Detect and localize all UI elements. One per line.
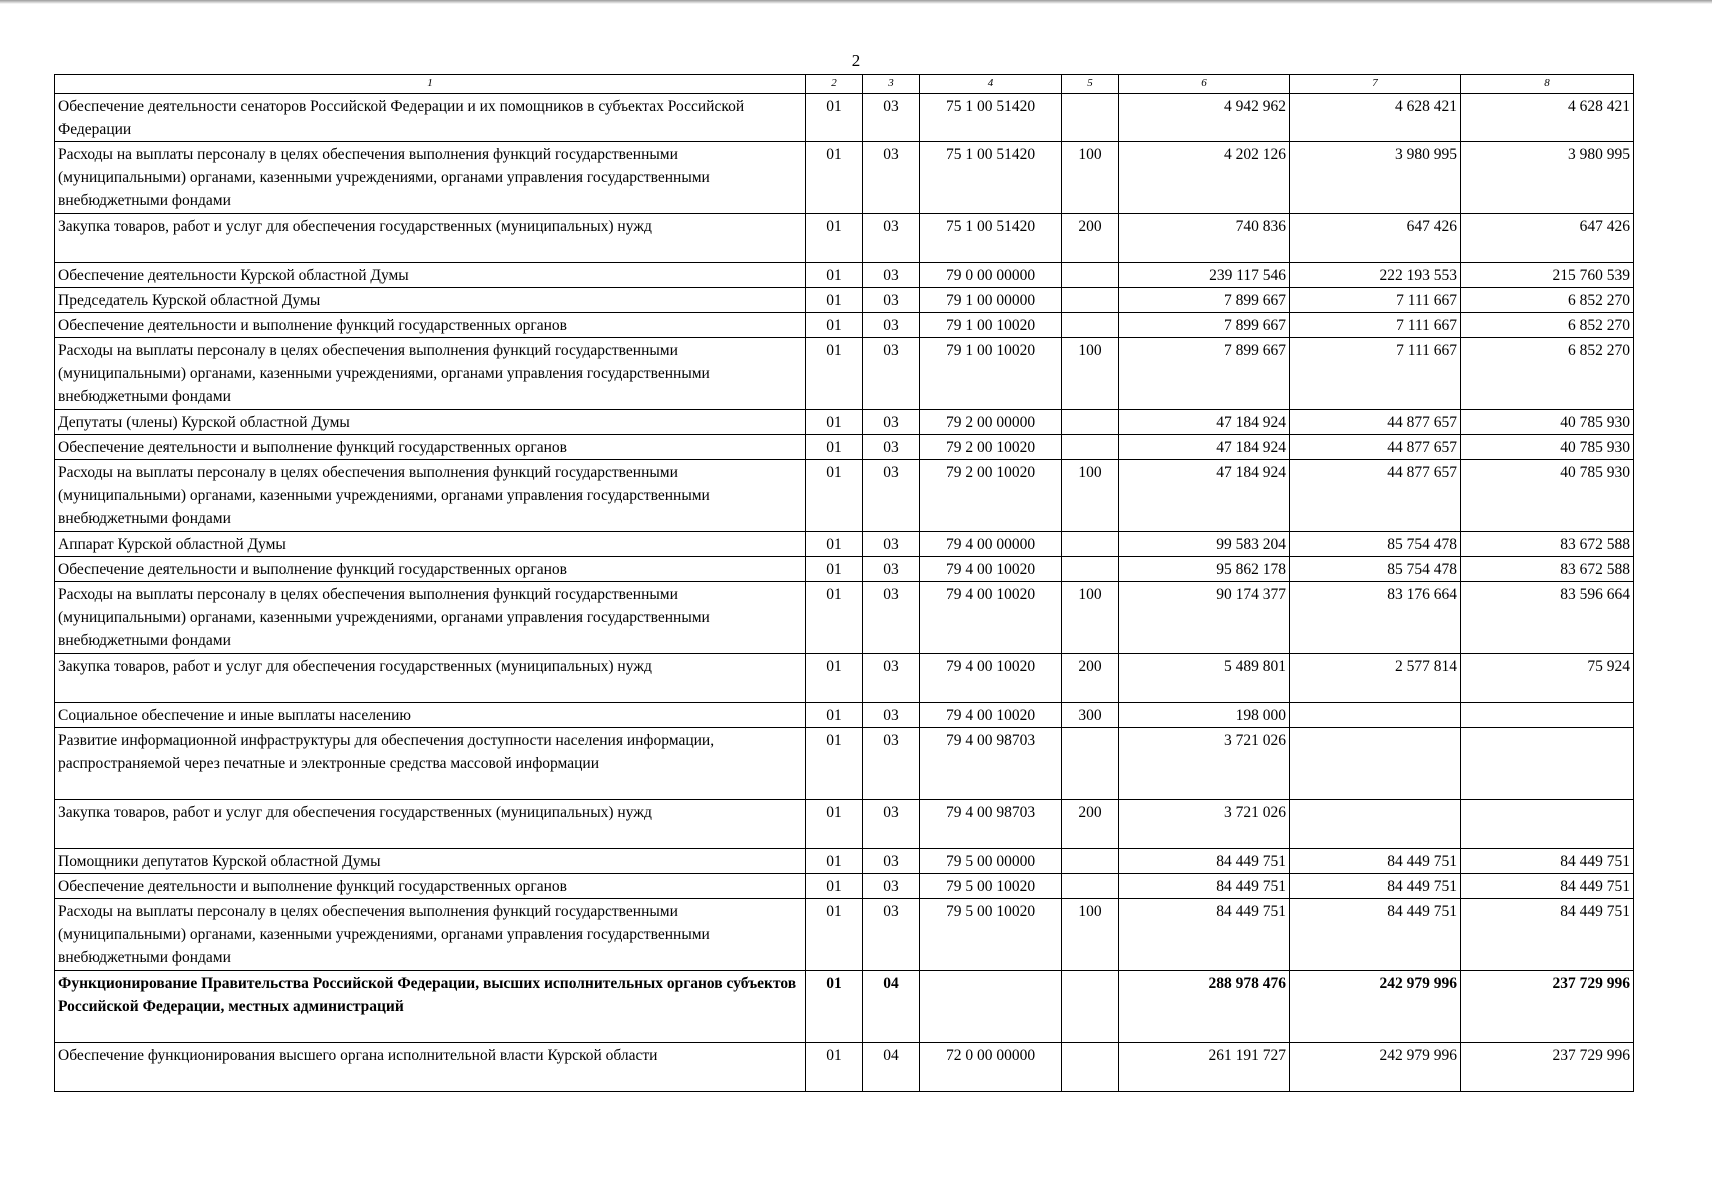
section-code-cell: 01 — [806, 654, 863, 703]
table-row — [55, 532, 1634, 557]
section-code-cell: 01 — [806, 460, 863, 532]
table-row — [55, 338, 1634, 410]
amount-col7-cell: 242 979 996 — [1290, 971, 1461, 1043]
target-article-cell: 79 1 00 10020 — [920, 338, 1062, 410]
subsection-code-cell: 03 — [863, 338, 920, 410]
amount-col6-cell: 288 978 476 — [1119, 971, 1290, 1043]
subsection-code-cell: 03 — [863, 435, 920, 460]
section-code-cell: 01 — [806, 410, 863, 435]
expense-type-cell — [1062, 410, 1119, 435]
amount-col6-cell: 3 721 026 — [1119, 728, 1290, 800]
header-cell: 5 — [1062, 75, 1119, 94]
target-article-cell: 79 4 00 98703 — [920, 728, 1062, 800]
table-row — [55, 214, 1634, 263]
expense-type-cell: 100 — [1062, 142, 1119, 214]
row-name-cell: Обеспечение деятельности и выполнение функций государственных органов — [55, 874, 806, 899]
table-row — [55, 703, 1634, 728]
target-article-cell: 75 1 00 51420 — [920, 142, 1062, 214]
section-code-cell: 01 — [806, 313, 863, 338]
amount-col7-cell: 4 628 421 — [1290, 94, 1461, 142]
table-row — [55, 460, 1634, 532]
expense-type-cell — [1062, 971, 1119, 1043]
amount-col6-cell: 7 899 667 — [1119, 288, 1290, 313]
amount-col7-cell: 44 877 657 — [1290, 460, 1461, 532]
section-code-cell: 01 — [806, 338, 863, 410]
expense-type-cell: 200 — [1062, 214, 1119, 263]
amount-col7-cell: 7 111 667 — [1290, 313, 1461, 338]
amount-col8-cell: 40 785 930 — [1461, 435, 1634, 460]
table-row — [55, 800, 1634, 849]
amount-col6-cell: 7 899 667 — [1119, 338, 1290, 410]
section-code-cell: 01 — [806, 288, 863, 313]
subsection-code-cell: 03 — [863, 728, 920, 800]
header-cell: 2 — [806, 75, 863, 94]
target-article-cell: 79 1 00 00000 — [920, 288, 1062, 313]
section-code-cell: 01 — [806, 557, 863, 582]
table-row — [55, 728, 1634, 800]
page-number: 2 — [851, 51, 861, 70]
row-name-cell: Расходы на выплаты персоналу в целях обеспечения выполнения функций государственными (муниципальными) органами, казенными учреждениями, органами управления государственными внебюджетными фондами — [55, 582, 806, 654]
table-row — [55, 410, 1634, 435]
amount-col6-cell: 7 899 667 — [1119, 313, 1290, 338]
amount-col6-cell: 99 583 204 — [1119, 532, 1290, 557]
subsection-code-cell: 03 — [863, 703, 920, 728]
target-article-cell: 79 4 00 00000 — [920, 532, 1062, 557]
amount-col7-cell: 44 877 657 — [1290, 410, 1461, 435]
table-row — [55, 1043, 1634, 1092]
amount-col7-cell: 7 111 667 — [1290, 338, 1461, 410]
expense-type-cell: 100 — [1062, 460, 1119, 532]
amount-col6-cell: 95 862 178 — [1119, 557, 1290, 582]
section-code-cell: 01 — [806, 703, 863, 728]
target-article-cell: 75 1 00 51420 — [920, 94, 1062, 142]
target-article-cell: 79 1 00 10020 — [920, 313, 1062, 338]
subsection-code-cell: 03 — [863, 214, 920, 263]
amount-col6-cell: 4 942 962 — [1119, 94, 1290, 142]
target-article-cell: 79 5 00 10020 — [920, 874, 1062, 899]
amount-col7-cell: 84 449 751 — [1290, 849, 1461, 874]
amount-col6-cell: 239 117 546 — [1119, 263, 1290, 288]
expense-type-cell — [1062, 435, 1119, 460]
section-code-cell: 01 — [806, 1043, 863, 1092]
target-article-cell: 79 4 00 98703 — [920, 800, 1062, 849]
amount-col6-cell: 84 449 751 — [1119, 849, 1290, 874]
amount-col8-cell: 75 924 — [1461, 654, 1634, 703]
amount-col6-cell: 90 174 377 — [1119, 582, 1290, 654]
amount-col8-cell: 6 852 270 — [1461, 338, 1634, 410]
table-row — [55, 874, 1634, 899]
budget-table — [54, 74, 1634, 1092]
amount-col7-cell: 647 426 — [1290, 214, 1461, 263]
expense-type-cell — [1062, 728, 1119, 800]
expense-type-cell — [1062, 874, 1119, 899]
target-article-cell: 79 2 00 00000 — [920, 410, 1062, 435]
amount-col7-cell — [1290, 800, 1461, 849]
subsection-code-cell: 04 — [863, 971, 920, 1043]
section-code-cell: 01 — [806, 728, 863, 800]
amount-col8-cell: 84 449 751 — [1461, 849, 1634, 874]
amount-col8-cell: 237 729 996 — [1461, 1043, 1634, 1092]
row-name-cell: Обеспечение функционирования высшего органа исполнительной власти Курской области — [55, 1043, 806, 1092]
amount-col8-cell: 83 596 664 — [1461, 582, 1634, 654]
amount-col7-cell: 85 754 478 — [1290, 557, 1461, 582]
target-article-cell: 79 4 00 10020 — [920, 703, 1062, 728]
amount-col8-cell: 215 760 539 — [1461, 263, 1634, 288]
amount-col6-cell: 84 449 751 — [1119, 874, 1290, 899]
row-name-cell: Расходы на выплаты персоналу в целях обеспечения выполнения функций государственными (муниципальными) органами, казенными учреждениями, органами управления государственными внебюджетными фондами — [55, 142, 806, 214]
table-row — [55, 582, 1634, 654]
amount-col7-cell: 3 980 995 — [1290, 142, 1461, 214]
section-code-cell: 01 — [806, 582, 863, 654]
subsection-code-cell: 03 — [863, 94, 920, 142]
header-cell: 4 — [920, 75, 1062, 94]
row-name-cell: Помощники депутатов Курской областной Думы — [55, 849, 806, 874]
section-code-cell: 01 — [806, 800, 863, 849]
row-name-cell: Закупка товаров, работ и услуг для обеспечения государственных (муниципальных) нужд — [55, 214, 806, 263]
amount-col7-cell: 83 176 664 — [1290, 582, 1461, 654]
header-cell: 6 — [1119, 75, 1290, 94]
table-row — [55, 142, 1634, 214]
row-name-cell: Обеспечение деятельности Курской областной Думы — [55, 263, 806, 288]
expense-type-cell: 300 — [1062, 703, 1119, 728]
table-row — [55, 849, 1634, 874]
header-cell: 3 — [863, 75, 920, 94]
section-code-cell: 01 — [806, 849, 863, 874]
section-code-cell: 01 — [806, 435, 863, 460]
subsection-code-cell: 03 — [863, 849, 920, 874]
subsection-code-cell: 03 — [863, 582, 920, 654]
amount-col8-cell: 84 449 751 — [1461, 874, 1634, 899]
row-name-cell: Расходы на выплаты персоналу в целях обеспечения выполнения функций государственными (муниципальными) органами, казенными учреждениями, органами управления государственными внебюджетными фондами — [55, 899, 806, 971]
expense-type-cell: 100 — [1062, 899, 1119, 971]
amount-col8-cell: 83 672 588 — [1461, 557, 1634, 582]
section-code-cell: 01 — [806, 971, 863, 1043]
header-cell: 7 — [1290, 75, 1461, 94]
amount-col6-cell: 47 184 924 — [1119, 410, 1290, 435]
table-row — [55, 557, 1634, 582]
section-code-cell: 01 — [806, 94, 863, 142]
subsection-code-cell: 03 — [863, 460, 920, 532]
target-article-cell: 79 4 00 10020 — [920, 654, 1062, 703]
expense-type-cell — [1062, 557, 1119, 582]
row-name-cell: Расходы на выплаты персоналу в целях обеспечения выполнения функций государственными (муниципальными) органами, казенными учреждениями, органами управления государственными внебюджетными фондами — [55, 338, 806, 410]
amount-col6-cell: 47 184 924 — [1119, 435, 1290, 460]
amount-col8-cell — [1461, 728, 1634, 800]
amount-col8-cell: 4 628 421 — [1461, 94, 1634, 142]
amount-col7-cell: 84 449 751 — [1290, 874, 1461, 899]
amount-col6-cell: 198 000 — [1119, 703, 1290, 728]
amount-col7-cell — [1290, 703, 1461, 728]
amount-col8-cell — [1461, 800, 1634, 849]
amount-col6-cell: 84 449 751 — [1119, 899, 1290, 971]
subsection-code-cell: 03 — [863, 874, 920, 899]
section-code-cell: 01 — [806, 214, 863, 263]
amount-col6-cell: 47 184 924 — [1119, 460, 1290, 532]
amount-col7-cell — [1290, 728, 1461, 800]
amount-col8-cell: 647 426 — [1461, 214, 1634, 263]
expense-type-cell — [1062, 288, 1119, 313]
row-name-cell: Расходы на выплаты персоналу в целях обеспечения выполнения функций государственными (муниципальными) органами, казенными учреждениями, органами управления государственными внебюджетными фондами — [55, 460, 806, 532]
expense-type-cell — [1062, 1043, 1119, 1092]
target-article-cell: 79 2 00 10020 — [920, 460, 1062, 532]
amount-col7-cell: 7 111 667 — [1290, 288, 1461, 313]
row-name-cell: Депутаты (члены) Курской областной Думы — [55, 410, 806, 435]
amount-col8-cell: 40 785 930 — [1461, 410, 1634, 435]
row-name-cell: Обеспечение деятельности и выполнение функций государственных органов — [55, 313, 806, 338]
expense-type-cell — [1062, 532, 1119, 557]
section-code-cell: 01 — [806, 263, 863, 288]
table-row — [55, 288, 1634, 313]
amount-col8-cell: 83 672 588 — [1461, 532, 1634, 557]
subsection-code-cell: 04 — [863, 1043, 920, 1092]
subsection-code-cell: 03 — [863, 410, 920, 435]
amount-col7-cell: 242 979 996 — [1290, 1043, 1461, 1092]
table-body — [55, 94, 1634, 1092]
amount-col6-cell: 740 836 — [1119, 214, 1290, 263]
expense-type-cell: 100 — [1062, 338, 1119, 410]
expense-type-cell — [1062, 313, 1119, 338]
header-row — [55, 75, 1634, 94]
table-row — [55, 94, 1634, 142]
table-row — [55, 313, 1634, 338]
target-article-cell: 79 2 00 10020 — [920, 435, 1062, 460]
target-article-cell: 72 0 00 00000 — [920, 1043, 1062, 1092]
header-cell: 8 — [1461, 75, 1634, 94]
subsection-code-cell: 03 — [863, 263, 920, 288]
amount-col7-cell: 2 577 814 — [1290, 654, 1461, 703]
subsection-code-cell: 03 — [863, 899, 920, 971]
section-code-cell: 01 — [806, 899, 863, 971]
expense-type-cell — [1062, 849, 1119, 874]
amount-col6-cell: 261 191 727 — [1119, 1043, 1290, 1092]
subsection-code-cell: 03 — [863, 142, 920, 214]
expense-type-cell: 200 — [1062, 800, 1119, 849]
row-name-cell: Обеспечение деятельности и выполнение функций государственных органов — [55, 557, 806, 582]
section-code-cell: 01 — [806, 532, 863, 557]
expense-type-cell: 200 — [1062, 654, 1119, 703]
table-row — [55, 971, 1634, 1043]
amount-col7-cell: 84 449 751 — [1290, 899, 1461, 971]
row-name-cell: Закупка товаров, работ и услуг для обеспечения государственных (муниципальных) нужд — [55, 654, 806, 703]
row-name-cell: Развитие информационной инфраструктуры для обеспечения доступности населения информации, распространяемой через печатные и электронные средства массовой информации — [55, 728, 806, 800]
target-article-cell: 75 1 00 51420 — [920, 214, 1062, 263]
amount-col7-cell: 44 877 657 — [1290, 435, 1461, 460]
row-name-cell: Обеспечение деятельности и выполнение функций государственных органов — [55, 435, 806, 460]
subsection-code-cell: 03 — [863, 532, 920, 557]
expense-type-cell — [1062, 94, 1119, 142]
row-name-cell: Закупка товаров, работ и услуг для обеспечения государственных (муниципальных) нужд — [55, 800, 806, 849]
amount-col8-cell: 6 852 270 — [1461, 313, 1634, 338]
target-article-cell: 79 4 00 10020 — [920, 557, 1062, 582]
subsection-code-cell: 03 — [863, 800, 920, 849]
target-article-cell: 79 5 00 00000 — [920, 849, 1062, 874]
table-row — [55, 435, 1634, 460]
target-article-cell: 79 5 00 10020 — [920, 899, 1062, 971]
subsection-code-cell: 03 — [863, 557, 920, 582]
target-article-cell: 79 4 00 10020 — [920, 582, 1062, 654]
amount-col8-cell: 3 980 995 — [1461, 142, 1634, 214]
row-name-cell: Обеспечение деятельности сенаторов Российской Федерации и их помощников в субъектах Российской Федерации — [55, 94, 806, 142]
expense-type-cell — [1062, 263, 1119, 288]
scan-edge — [0, 0, 1712, 4]
amount-col8-cell: 6 852 270 — [1461, 288, 1634, 313]
amount-col6-cell: 4 202 126 — [1119, 142, 1290, 214]
row-name-cell: Функционирование Правительства Российской Федерации, высших исполнительных органов субъектов Российской Федерации, местных администраций — [55, 971, 806, 1043]
amount-col8-cell — [1461, 703, 1634, 728]
subsection-code-cell: 03 — [863, 288, 920, 313]
section-code-cell: 01 — [806, 874, 863, 899]
amount-col7-cell: 222 193 553 — [1290, 263, 1461, 288]
amount-col6-cell: 5 489 801 — [1119, 654, 1290, 703]
amount-col6-cell: 3 721 026 — [1119, 800, 1290, 849]
table-row — [55, 263, 1634, 288]
table-row — [55, 899, 1634, 971]
amount-col8-cell: 40 785 930 — [1461, 460, 1634, 532]
row-name-cell: Председатель Курской областной Думы — [55, 288, 806, 313]
subsection-code-cell: 03 — [863, 654, 920, 703]
expense-type-cell: 100 — [1062, 582, 1119, 654]
table-row — [55, 654, 1634, 703]
row-name-cell: Аппарат Курской областной Думы — [55, 532, 806, 557]
header-cell: 1 — [55, 75, 806, 94]
target-article-cell — [920, 971, 1062, 1043]
target-article-cell: 79 0 00 00000 — [920, 263, 1062, 288]
subsection-code-cell: 03 — [863, 313, 920, 338]
amount-col7-cell: 85 754 478 — [1290, 532, 1461, 557]
amount-col8-cell: 237 729 996 — [1461, 971, 1634, 1043]
section-code-cell: 01 — [806, 142, 863, 214]
amount-col8-cell: 84 449 751 — [1461, 899, 1634, 971]
row-name-cell: Социальное обеспечение и иные выплаты населению — [55, 703, 806, 728]
